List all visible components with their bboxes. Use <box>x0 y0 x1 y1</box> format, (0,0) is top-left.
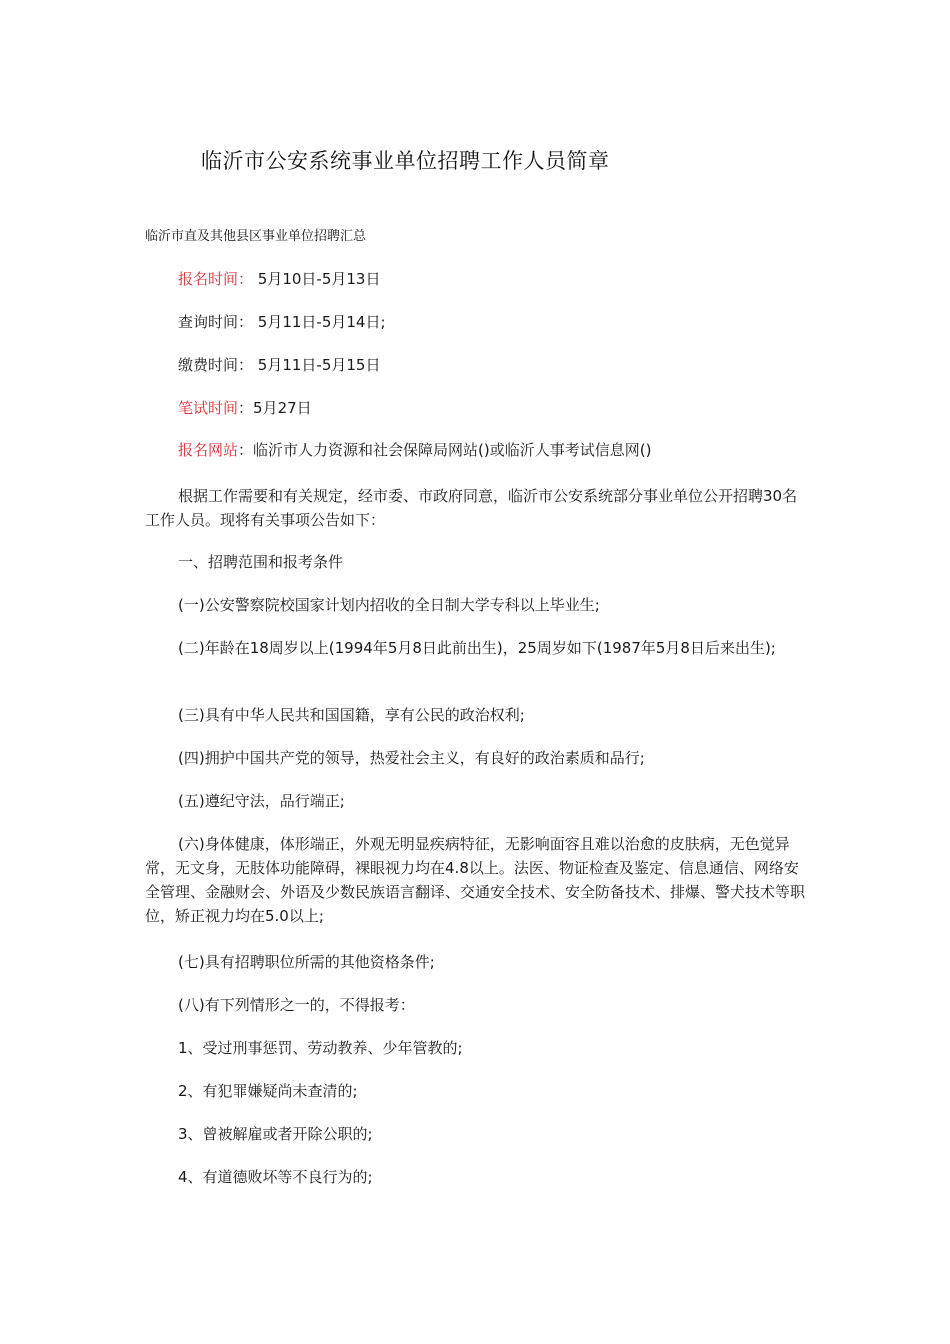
exclusion-item: 3、曾被解雇或者开除公职的; <box>178 1125 373 1143</box>
condition-item: (八)有下列情形之一的，不得报考： <box>178 996 415 1014</box>
schedule-payment <box>178 353 380 377</box>
schedule-label: 查询时间 <box>178 313 239 331</box>
page-title: 临沂市公安系统事业单位招聘工作人员简章 <box>201 149 610 173</box>
exclusion-item: 4、有道德败坏等不良行为的; <box>178 1168 373 1186</box>
schedule-value: 临沂市人力资源和社会保障局网站()或临沂人事考试信息网() <box>253 441 652 459</box>
intro-paragraph: 根据工作需要和有关规定，经市委、市政府同意，临沂市公安系统部分事业单位公开招聘30名工作人员。现将有关事项公告如下： <box>145 487 798 529</box>
subtitle: 临沂市直及其他县区事业单位招聘汇总 <box>145 229 367 244</box>
schedule-label: 报名时间 <box>178 270 239 288</box>
schedule-separator: ： <box>238 356 254 374</box>
schedule-registration <box>178 267 380 291</box>
schedule-label: 报名网站 <box>178 441 239 459</box>
schedule-separator: ： <box>238 441 254 459</box>
schedule-separator: ： <box>238 313 254 331</box>
schedule-value: 5月27日 <box>253 399 312 417</box>
exclusion-item: 2、有犯罪嫌疑尚未查清的; <box>178 1082 358 1100</box>
schedule-query <box>178 310 386 334</box>
section-heading: 一、招聘范围和报考条件 <box>178 553 344 571</box>
schedule-label: 笔试时间 <box>178 399 239 417</box>
schedule-website <box>178 438 651 462</box>
condition-item: (四)拥护中国共产党的领导，热爱社会主义，有良好的政治素质和品行; <box>178 749 645 767</box>
schedule-separator: ： <box>238 270 254 288</box>
condition-item: (七)具有招聘职位所需的其他资格条件; <box>178 953 435 971</box>
schedule-label: 缴费时间 <box>178 356 239 374</box>
exclusion-item: 1、受过刑事惩罚、劳动教养、少年管教的; <box>178 1039 463 1057</box>
schedule-value: 5月10日-5月13日 <box>253 270 381 288</box>
condition-item: (五)遵纪守法，品行端正; <box>178 792 345 810</box>
schedule-value: 5月11日-5月15日 <box>253 356 381 374</box>
condition-item: (六)身体健康，体形端正，外观无明显疾病特征，无影响面容且难以治愈的皮肤病，无色觉异常，无文身，无肢体功能障碍，裸眼视力均在4.8以上。法医、物证检查及鉴定、信息通信、网络安全管理、金融财会、外语及少数民族语言翻译、交通安全技术、安全防备技术、排爆、警犬技术等职位，矫正视力均在5.0以上; <box>145 835 806 925</box>
condition-item: (三)具有中华人民共和国国籍，享有公民的政治权利; <box>178 706 525 724</box>
condition-item: (一)公安警察院校国家计划内招收的全日制大学专科以上毕业生; <box>178 596 600 614</box>
schedule-value: 5月11日-5月14日; <box>253 313 386 331</box>
condition-item: (二)年龄在18周岁以上(1994年5月8日此前出生)，25周岁如下(1987年5月8日后来出生); <box>178 639 776 657</box>
schedule-written-exam <box>178 396 312 420</box>
schedule-separator: ： <box>238 399 254 417</box>
